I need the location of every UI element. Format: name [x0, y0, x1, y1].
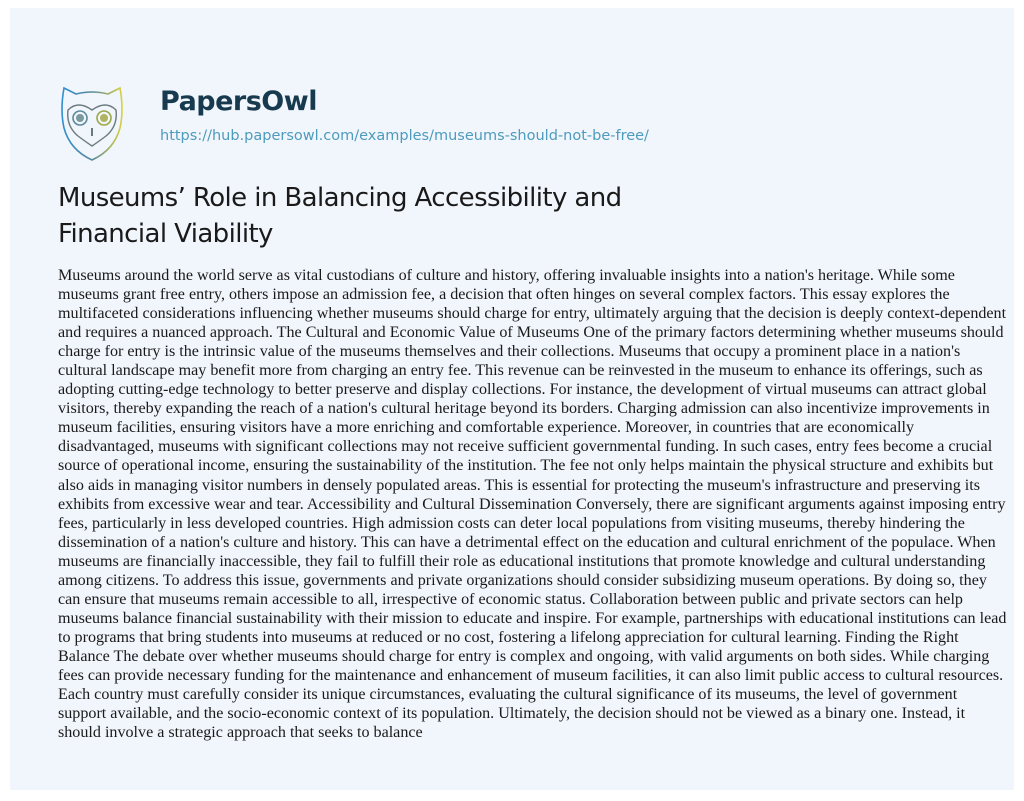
page-card — [10, 8, 1014, 790]
document-title: Museums’ Role in Balancing Accessibility and Financial Viability — [58, 183, 622, 249]
owl-logo-icon — [58, 80, 126, 164]
document-body: Museums around the world serve as vital custodians of culture and history, offering invaluable insights into a nation's heritage. While some museums grant free entry, others impose an admission fee, a decision that often hinges on several complex factors. This essay explores the multifaceted considerations influencing whether museums should charge for entry, ultimately arguing that the decision is deeply context-dependent and requires a nuanced approach. The Cultural and Economic Value of Museums One of the primary factors determining whether museums should charge for entry is the intrinsic value of the museums themselves and their collections. Museums that occupy a prominent place in a nation's cultural landscape may benefit more from charging an entry fee. This revenue can be reinvested in the museum to enhance its offerings, such as adopting cutting-edge technology to better preserve and display collections. For instance, the development of virtual museums can attract global visitors, thereby expanding the reach of a nation's cultural heritage beyond its borders. Charging admission can also incentivize improvements in museum facilities, ensuring visitors have a more enriching and comfortable experience. Moreover, in countries that are economically disadvantaged, museums with significant collections may not receive sufficient governmental funding. In such cases, entry fees become a crucial source of operational income, ensuring the sustainability of the institution. The fee not only helps maintain the physical structure and exhibits but also aids in managing visitor numbers in densely populated areas. This is essential for protecting the museum's infrastructure and preserving its exhibits from excessive wear and tear. Accessibility and Cultural Dissemination Conversely, there are significant arguments against imposing entry fees, particularly in less developed countries. High admission costs can deter local populations from visiting museums, thereby hindering the dissemination of a nation's culture and history. This can have a detrimental effect on the education and cultural enrichment of the populace. When museums are financially inaccessible, they fail to fulfill their role as educational institutions that promote knowledge and cultural understanding among citizens. To address this issue, governments and private organizations should consider subsidizing museum operations. By doing so, they can ensure that museums remain accessible to all, irrespective of economic status. Collaboration between public and private sectors can help museums balance financial sustainability with their mission to educate and inspire. For example, partnerships with educational institutions can lead to programs that bring students into museums at reduced or no cost, fostering a lifelong appreciation for cultural learning. Finding the Right Balance The debate over whether museums should charge for entry is complex and ongoing, with valid arguments on both sides. While charging fees can provide necessary funding for the maintenance and enhancement of museum facilities, it can also limit public access to cultural resources. Each country must carefully consider its unique circumstances, evaluating the cultural significance of its museums, the level of government support available, and the socio-economic context of its population. Ultimately, the decision should not be viewed as a binary one. Instead, it should involve a strategic approach that seeks to balance — [58, 267, 1007, 742]
source-url-link[interactable]: https://hub.papersowl.com/examples/museums-should-not-be-free/ — [160, 128, 649, 144]
brand-name: PapersOwl — [160, 86, 317, 117]
